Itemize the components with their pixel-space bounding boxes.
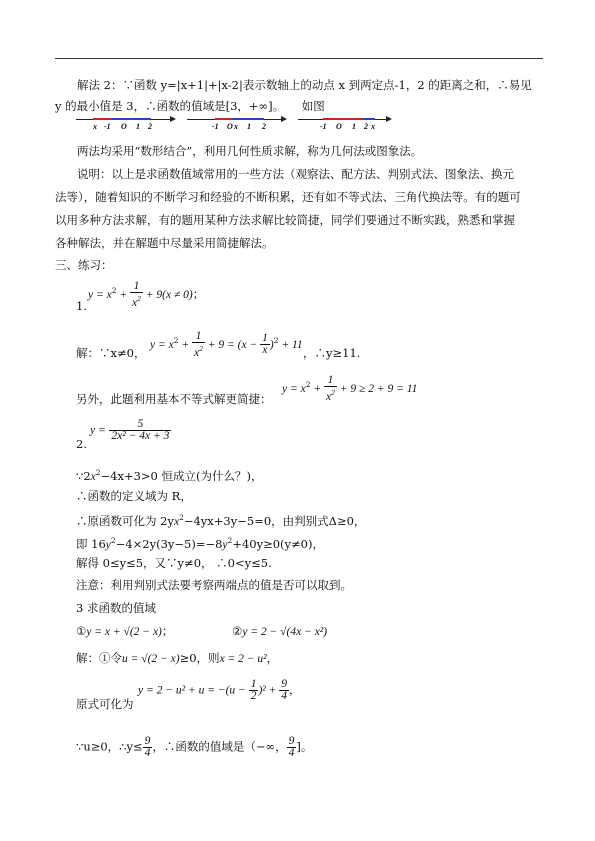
- exercise-3-part-2: ②y = 2 − √(4x − x²): [232, 624, 328, 638]
- note-line-1: 说明：以上是求函数值域常用的一些方法（观察法、配方法、判别式法、图象法、换元: [77, 167, 514, 181]
- exercise-2-number: 2.: [76, 437, 87, 451]
- exercise-2-line-4: 即 $16y^2-4\times 2y(3y-5)=-8y^2+40y\ge 0(y\ne 0)$，: [76, 536, 324, 551]
- exercise-1-inequality: $y = x^2$ + $\frac{1}{x^2}$ + 9 ≥ 2 + 9 = 11: [282, 374, 418, 403]
- segment-red: [93, 118, 111, 120]
- tick-label: 1: [352, 122, 356, 131]
- section-heading: 三、练习：: [55, 258, 113, 272]
- exercise-1-solution-formula: $y = x^2$ + $\frac{1}{x^2}$ + 9 = (x − $\frac{1}{x}$ )$^2$ + 11: [150, 330, 303, 359]
- fraction: $\frac{5}{\text{2x² − 4x + 3}}$: [111, 418, 170, 442]
- exercise-2-line-1: $\because 2x^2-4x+3>0$ 恒成立(为什么？)，: [76, 468, 263, 483]
- summary-paragraph: 两法均采用“数形结合”，利用几何性质求解，称为几何法或图象法。: [77, 144, 423, 158]
- number-line-2: [187, 113, 287, 135]
- exercise-1-result: ，∴y≥11.: [303, 346, 361, 360]
- note-line-2: 法等），随着知识的不断学习和经验的不断积累，还有如不等式法、三角代换法等。有的题可: [55, 190, 521, 204]
- tick-label: -1: [212, 122, 219, 131]
- segment-blue: [363, 118, 375, 120]
- exercise-3-title: 3 求函数的值域: [76, 601, 156, 615]
- exercise-2-line-3: ∴原函数可化为 $2yx^2-4yx+3y-5=0$，由判别式Δ≥0，: [76, 513, 366, 528]
- note-line-3: 以用多种方法求解，有的题用某种方法求解比较简捷，同学们要通过不断实践，熟悉和掌握: [55, 213, 515, 227]
- formula-text: + 9(x ≠ 0): [142, 288, 193, 301]
- method2-line1: 解法 2：∵函数 y=|x+1|+|x-2|表示数轴上的动点 x 到两定点-1，2 的距离之和，∴易见: [77, 78, 532, 92]
- formula-text: y = x: [88, 288, 112, 301]
- figure-ref: 如图: [301, 99, 325, 113]
- exercise-2-line-2: ∴函数的定义域为 R，: [76, 489, 192, 503]
- tick-label: x: [93, 122, 97, 131]
- exercise-3-rewrite-formula: y = 2 − u² + u = −(u − $\frac{1}{2}$ )² + $\frac{9}{4}$ ，: [138, 678, 301, 702]
- exercise-1-number: 1.: [76, 299, 87, 313]
- header-rule: [55, 58, 543, 59]
- method2-result: y 的最小值是 3，∴函数的值域是[3，+∞]。: [55, 99, 285, 113]
- exercise-1-alternative: 另外，此题利用基本不等式解更简捷：: [76, 392, 272, 406]
- exercise-1-solution-label: 解：∵x≠0，: [76, 346, 146, 360]
- punctuation: ；: [192, 286, 205, 301]
- exercise-3-part-1: ①y = x + √(2 − x)；: [76, 624, 174, 638]
- tick-label: O: [121, 122, 127, 131]
- exercise-2-line-5: 解得 0≤y≤5，又∵y≠0， ∴0<y≤5.: [76, 556, 272, 570]
- tick-label: 2: [364, 122, 368, 131]
- tick-label: x: [371, 122, 375, 131]
- note-line-4: 各种解法，并在解题中尽量采用简捷解法。: [55, 236, 274, 250]
- method2-line2: [55, 99, 325, 113]
- exercise-3-rewrite-label: 原式可化为: [76, 697, 134, 711]
- number-line-1: [76, 113, 176, 135]
- tick-label: 2: [262, 122, 266, 131]
- segment-blue: [232, 118, 264, 120]
- number-line-3: [298, 113, 398, 135]
- exercise-3-solution-1: 解：①令u = √(2 − x)≥0，则x = 2 − u²，: [76, 651, 279, 665]
- exponent: 2: [111, 286, 117, 296]
- tick-label: -1: [104, 122, 111, 131]
- exercise-1-formula: [88, 281, 204, 315]
- segment-blue: [111, 118, 151, 120]
- tick-label: O: [227, 122, 233, 131]
- exercise-2-formula: y = $\frac{5}{\text{2x² − 4x + 3}}$: [90, 418, 170, 442]
- exercise-3-conclusion: ∵u≥0，∴y≤ $\frac{9}{4}$ ，∴函数的值域是（−∞， $\frac{9}{4}$ ]。: [76, 735, 313, 759]
- exercise-2-note: 注意：利用判别式法要考察两端点的值是否可以取到。: [76, 578, 352, 592]
- segment-red: [215, 118, 232, 120]
- tick-label: 1: [136, 122, 140, 131]
- tick-label: -1: [320, 122, 327, 131]
- tick-label: 1: [247, 122, 251, 131]
- tick-label: O: [336, 122, 342, 131]
- formula-text: +: [116, 288, 131, 301]
- fraction: $\frac{1}{x^2}$: [132, 280, 141, 309]
- tick-label: 2: [148, 122, 152, 131]
- segment-red: [323, 118, 363, 120]
- tick-label: x: [234, 122, 238, 131]
